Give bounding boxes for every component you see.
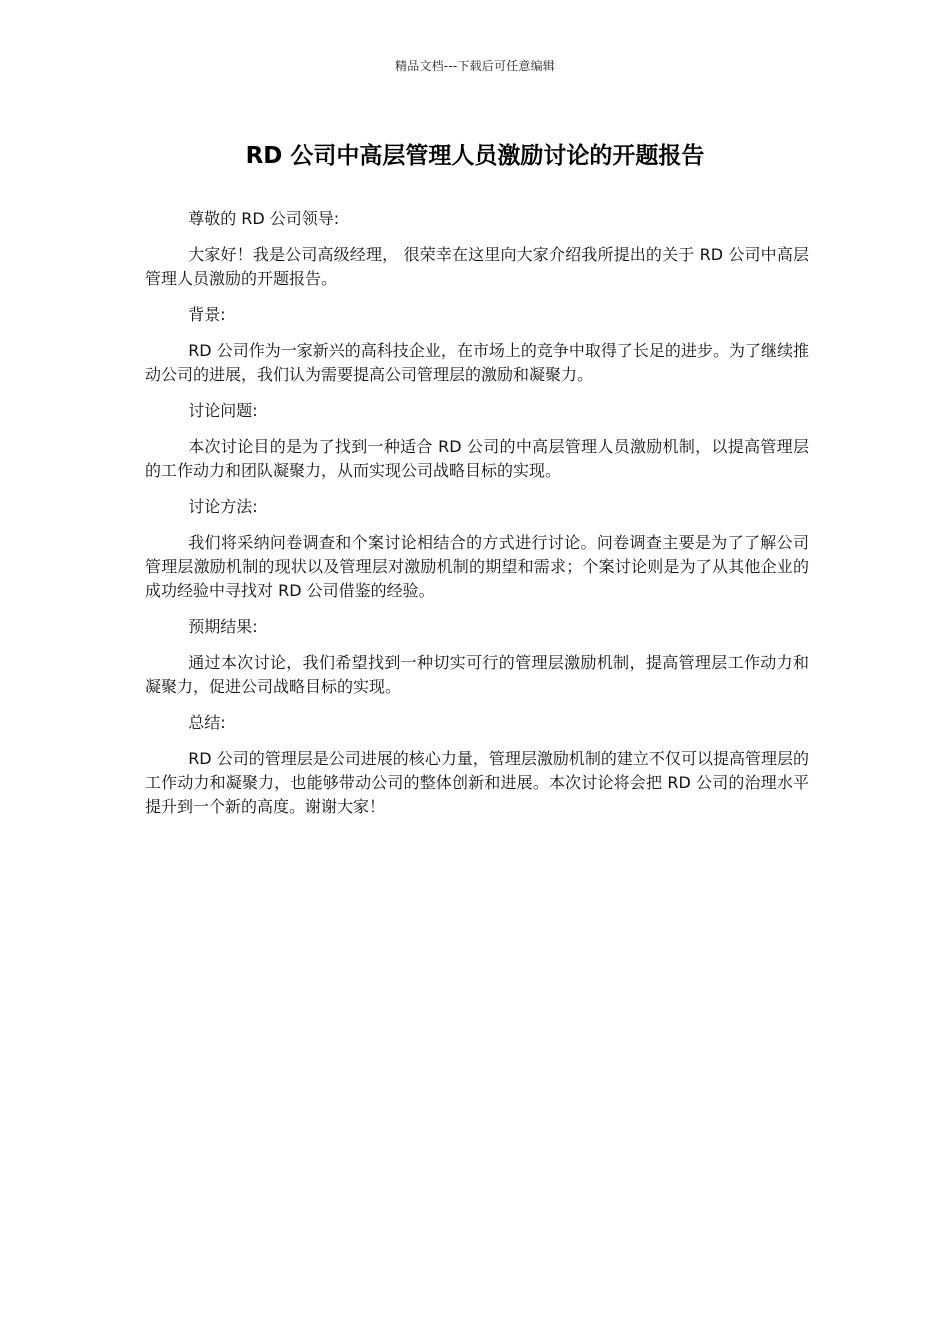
salutation: 尊敬的 RD 公司领导: <box>188 209 340 228</box>
background-paragraph: RD 公司作为一家新兴的高科技企业，在市场上的竞争中取得了长足的进步。为了继续推动公司的进展，我们认为需要提高公司管理层的激励和凝聚力。 <box>145 341 809 384</box>
header-note: 精品文档---下载后可任意编辑 <box>395 59 555 73</box>
summary-paragraph: RD 公司的管理层是公司进展的核心力量，管理层激励机制的建立不仅可以提高管理层的工作动力和凝聚力，也能够带动公司的整体创新和进展。本次讨论将会把 RD 公司的治理水平提升到一个新的高度。谢谢大家！ <box>145 749 809 816</box>
section-heading-expected-results: 预期结果: <box>188 617 258 636</box>
expected-results-paragraph: 通过本次讨论，我们希望找到一种切实可行的管理层激励机制，提高管理层工作动力和凝聚力，促进公司战略目标的实现。 <box>145 653 809 696</box>
section-heading-question: 讨论问题: <box>188 401 258 420</box>
intro-paragraph: 大家好！我是公司高级经理， 很荣幸在这里向大家介绍我所提出的关于 RD 公司中高层管理人员激励的开题报告。 <box>145 245 809 288</box>
document-title: RD 公司中高层管理人员激励讨论的开题报告 <box>245 143 705 169</box>
section-heading-background: 背景: <box>188 305 226 324</box>
method-paragraph: 我们将采纳问卷调查和个案讨论相结合的方式进行讨论。问卷调查主要是为了了解公司管理层激励机制的现状以及管理层对激励机制的期望和需求；个案讨论则是为了从其他企业的成功经验中寻找对 RD 公司借鉴的经验。 <box>145 533 809 600</box>
section-heading-method: 讨论方法: <box>188 497 258 516</box>
section-heading-summary: 总结: <box>188 713 226 732</box>
document-body <box>145 207 809 831</box>
question-paragraph: 本次讨论目的是为了找到一种适合 RD 公司的中高层管理人员激励机制，以提高管理层的工作动力和团队凝聚力，从而实现公司战略目标的实现。 <box>145 437 809 480</box>
